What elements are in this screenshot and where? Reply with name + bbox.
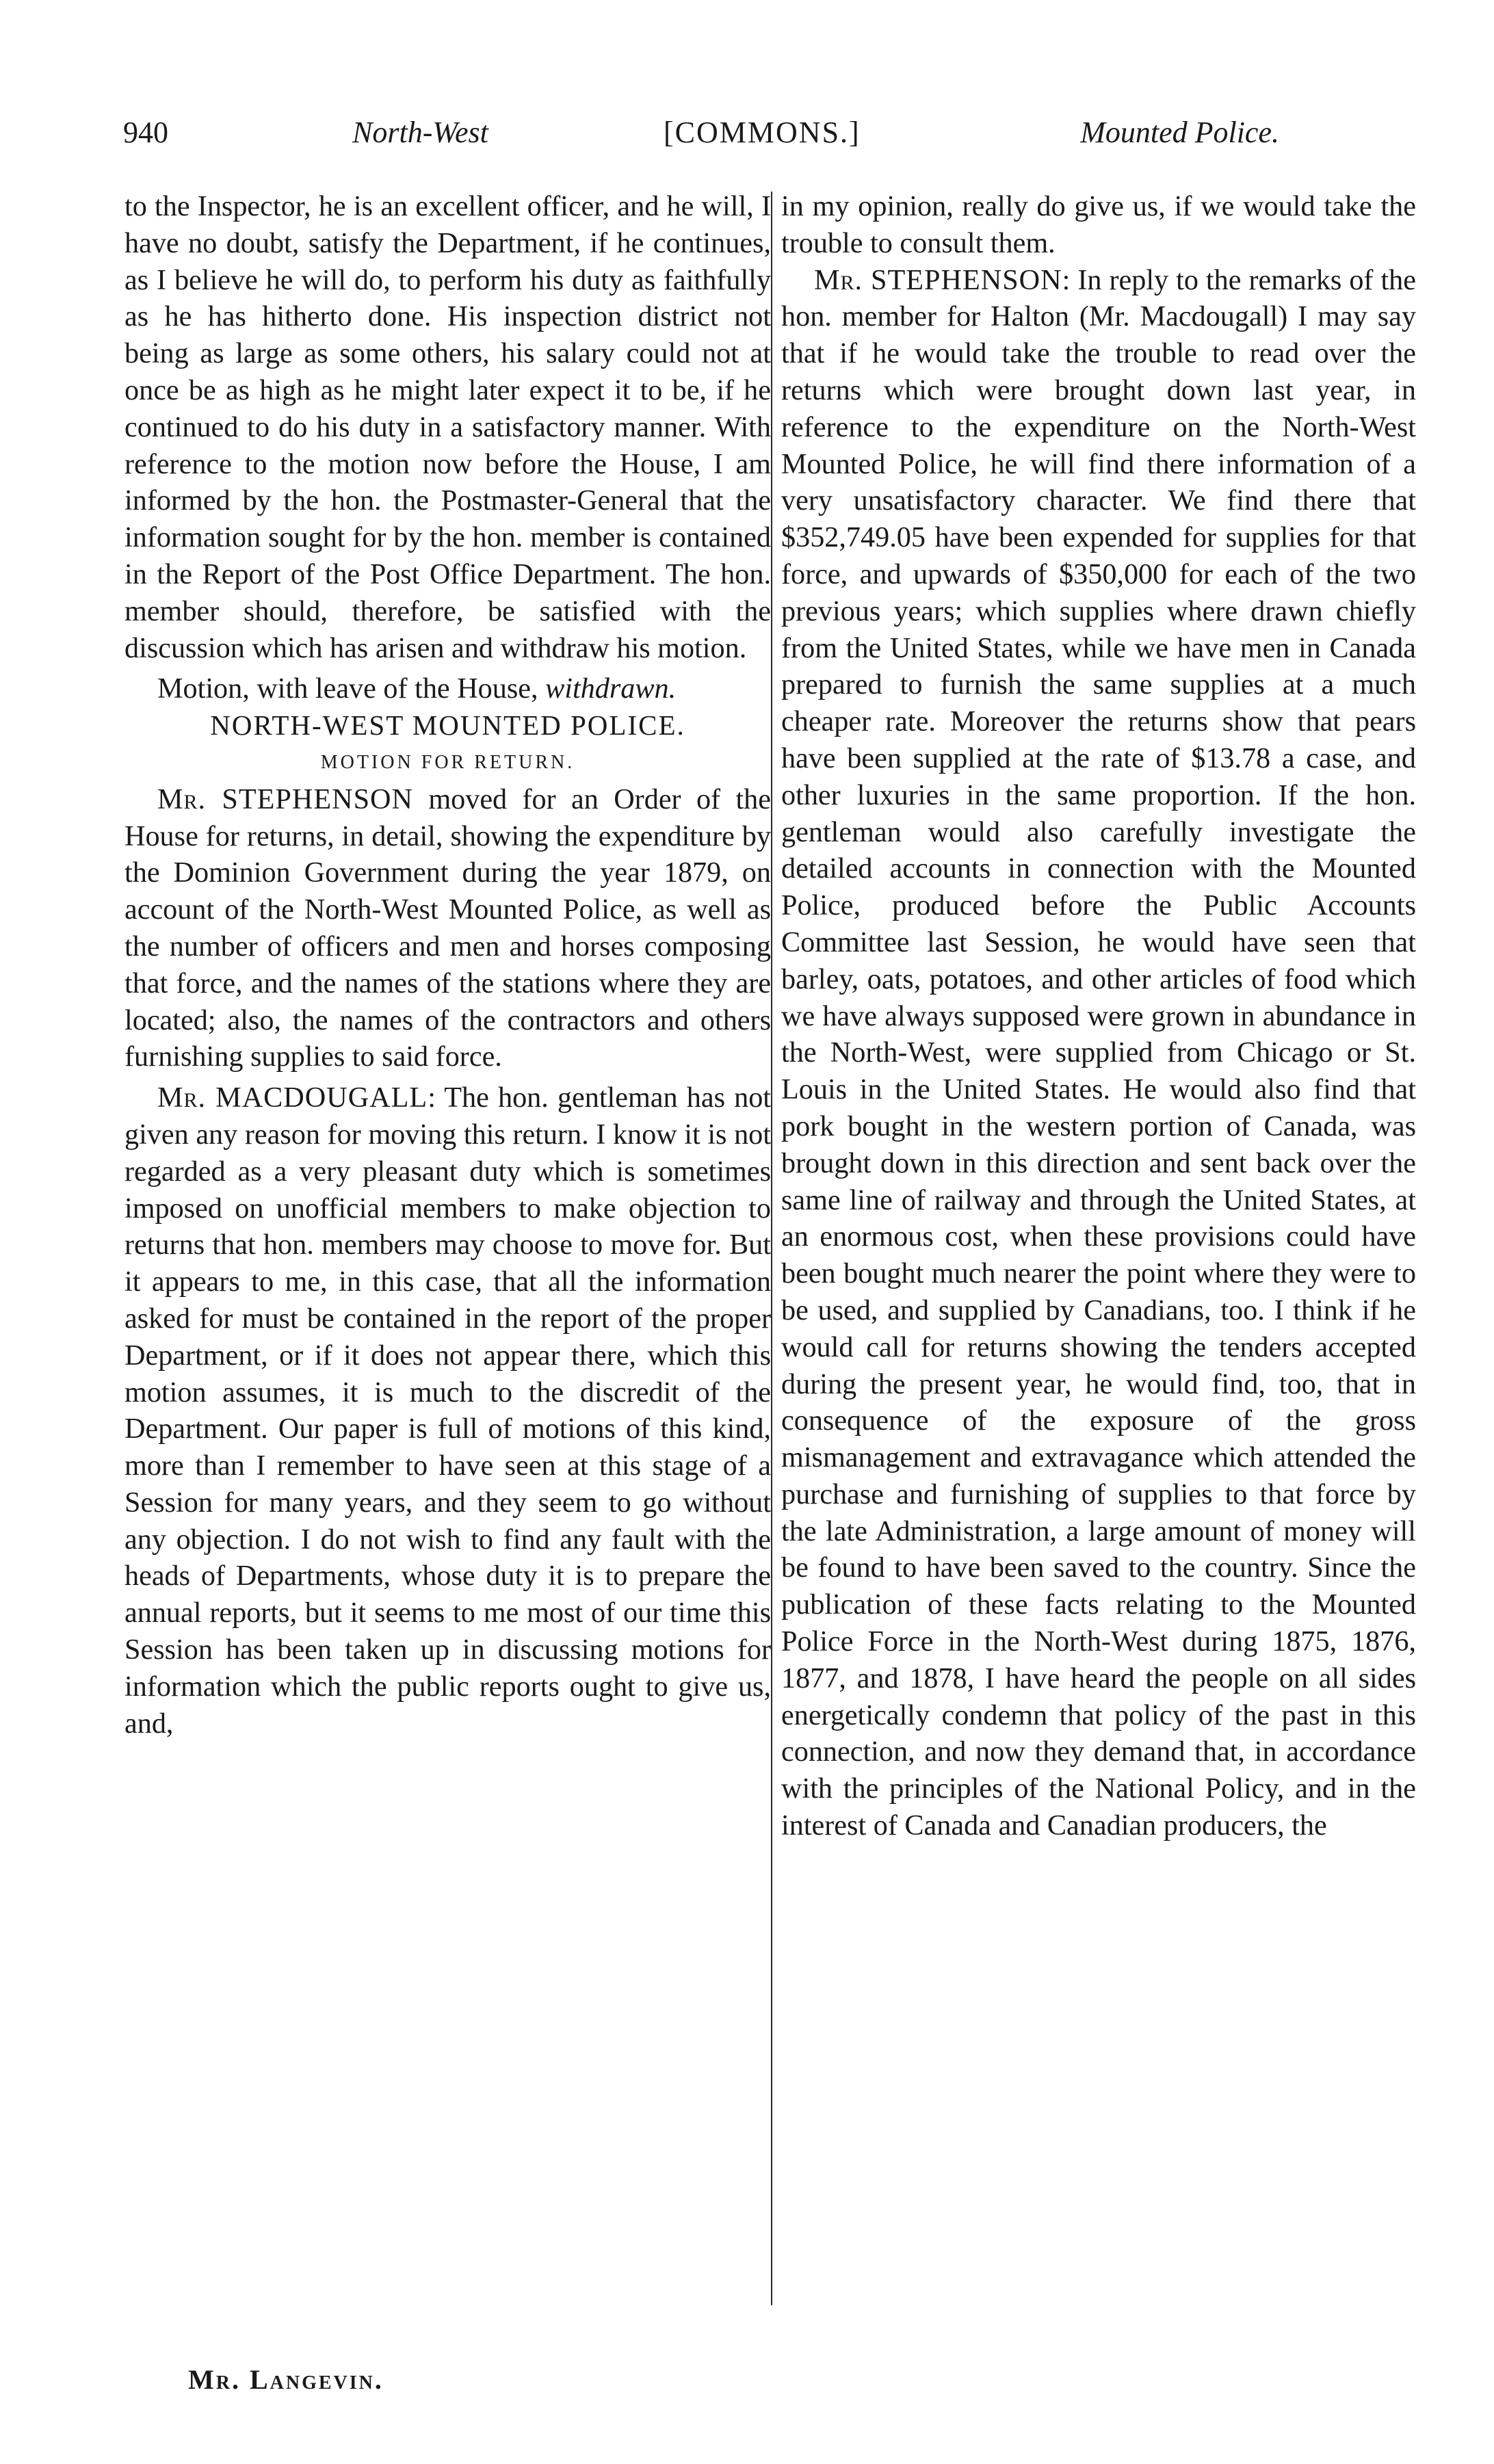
section-heading: NORTH-WEST MOUNTED POLICE. [210,709,685,742]
running-title-center: [COMMONS.] [664,116,861,149]
motion-text: Motion, with leave of the House, [157,672,546,705]
paragraph-stephenson-reply [781,262,1416,1844]
page-header [123,115,1279,163]
speaker-name: Mr. MACDOUGALL [157,1082,428,1114]
running-title-right: Mounted Police. [1080,116,1279,149]
motion-withdrawn-italic: withdrawn. [545,672,677,705]
paragraph-continued: to the Inspector, he is an excellent officer, and he will, I have no doubt, satisfy the Department, if he continues, as I believe he will do, to perform his duty as faithfully as he has hitherto done. His inspection district not being as large as some others, his salary could not at once be as high as he might later expect it to be, if he continued to do his duty in a satisfactory manner. With reference to the motion now before the House, I am informed by the hon. the Postmaster-General that the information sought for by the hon. member is contained in the Report of the Post Office Department. The hon. member should, therefore, be satisfied with the discussion which has arisen and withdraw his motion. [124,190,771,664]
speaker-name: Mr. STEPHENSON [157,783,413,815]
column-divider [771,192,772,2305]
speaker-name: Mr. STEPHENSON [814,263,1062,296]
left-column [124,188,771,1742]
section-subheading: MOTION FOR RETURN. [320,751,575,773]
paragraph-continued: in my opinion, really do give us, if we would take the trouble to consult them. [781,190,1416,259]
paragraph-macdougall [124,1079,771,1742]
paragraph-text: : In reply to the remarks of the hon. member for Halton (Mr. Macdougall) I may say that if he would take the trouble to read over the returns which were brought down last year, in reference to the expenditure on the North-West Mounted Police, he will find there information of a very unsatisfactory character. We find there that $352,749.05 have been expended for supplies for that force, and upwards of $350,000 for each of the two previous years; which supplies where drawn chiefly from the United States, while we have men in Canada prepared to furnish the same supplies at a much cheaper rate. Moreover the returns show that pears have been supplied at the rate of $13.78 a case, and other luxuries in the same proportion. If the hon. gentleman would also carefully investigate the detailed accounts in connection with the Mounted Police, produced before the Public Accounts Committee last Session, he would have seen that barley, oats, potatoes, and other articles of food which we have always supposed were grown in abundance in the North-West, were supplied from Chicago or St. Louis in the United States. He would also find that pork bought in the western portion of Canada, was brought down in this direction and sent back over the same line of railway and through the United States, at an enormous cost, when these provisions could have been bought much nearer the point where they were to be used, and supplied by Canadians, too. I think if he would call for returns showing the tenders accepted during the present year, he would find, too, that in consequence of the exposure of the gross mismanagement and extravagance which attended the purchase and furnishing of supplies to that force by the late Administration, a large amount of money will be found to have been saved to the country. Since the publication of these facts relating to the Mounted Police Force in the North-West during 1875, 1876, 1877, and 1878, I have heard the people on all sides energetically condemn that policy of the past in this connection, and now they demand that, in accordance with the principles of the National Policy, and in the interest of Canada and Canadian producers, the [781,263,1416,1842]
page-number: 940 [123,116,168,149]
paragraph-text: moved for an Order of the House for returns, in detail, showing the expenditure by the Dominion Government during the year 1879, on account of the North-West Mounted Police, as well as the number of officers and men and horses composing that force, and the names of the stations where they are located; also, the names of the contractors and others furnishing supplies to said force. [124,783,771,1073]
footer-catchword: Mr. Langevin. [188,2364,384,2395]
paragraph-stephenson-motion [124,781,771,1075]
running-title-left: North-West [352,116,488,149]
paragraph-text: : The hon. gentleman has not given any reason for moving this return. I know it is not regarded as a very pleasant duty which is sometimes imposed on unofficial members to make objection to returns that hon. members may choose to move for. But it appears to me, in this case, that all the information asked for must be contained in the report of the proper Department, or if it does not appear there, which this motion assumes, it is much to the discredit of the Department. Our paper is full of motions of this kind, more than I remember to have seen at this stage of a Session for many years, and they seem to go without any objection. I do not wish to find any fault with the heads of Departments, whose duty it is to prepare the annual reports, but it seems to me most of our time this Session has been taken up in discussing motions for information which the public reports ought to give us, and, [124,1082,772,1740]
paragraph-motion-withdrawn [124,670,771,707]
right-column [781,188,1416,1844]
